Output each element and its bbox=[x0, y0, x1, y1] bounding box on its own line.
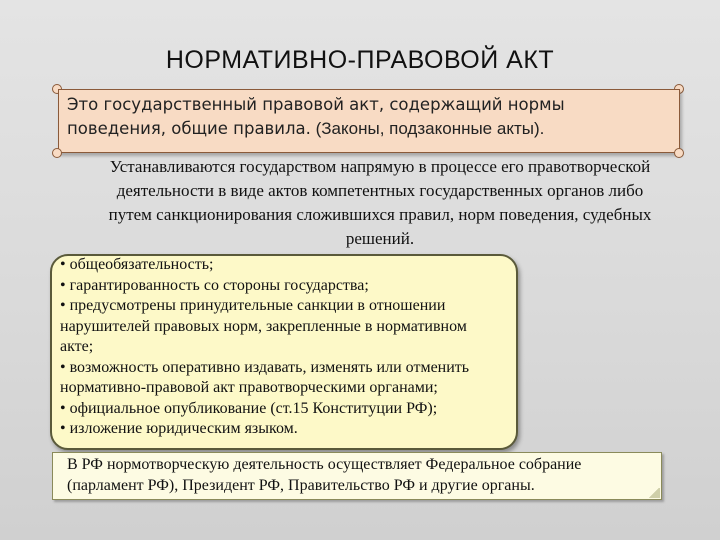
establishment-line-1: Устанавливаются государством напрямую в процессе его правотворческой bbox=[109, 157, 651, 176]
feature-line: • предусмотрены принудительные санкции в отношении bbox=[60, 297, 446, 314]
feature-line: акте; bbox=[60, 338, 94, 355]
establishment-text bbox=[50, 155, 710, 251]
features-list bbox=[60, 255, 530, 440]
establishment-line-2: деятельности в виде актов компетентных государственных органов либо bbox=[116, 181, 644, 200]
feature-line: нормативно-правовой акт правотворческими органами; bbox=[60, 379, 438, 396]
establishment-line-4: решений. bbox=[345, 229, 415, 248]
bottom-note-line-2: (парламент РФ), Президент РФ, Правительство РФ и другие органы. bbox=[67, 477, 535, 494]
definition-line-2-b: (Законы, подзаконные акты). bbox=[310, 119, 545, 138]
definition-line-2 bbox=[67, 117, 671, 141]
definition-line-2-a: поведения, общие правила. bbox=[67, 119, 311, 138]
feature-line: • общеобязательность; bbox=[60, 256, 214, 273]
feature-line: нарушителей правовых норм, закрепленные в нормативном bbox=[60, 317, 467, 335]
definition-box bbox=[58, 89, 680, 153]
slide-title: НОРМАТИВНО-ПРАВОВОЙ АКТ bbox=[165, 46, 555, 74]
establishment-line-3: путем санкционирования сложившихся правил, норм поведения, судебных bbox=[108, 205, 652, 224]
definition-line-1: Это государственный правовой акт, содержащий нормы bbox=[67, 95, 565, 114]
bottom-note bbox=[52, 452, 662, 500]
feature-line: • гарантированность со стороны государства; bbox=[60, 276, 369, 294]
feature-line: • возможность оперативно издавать, изменять или отменить bbox=[60, 358, 470, 376]
feature-line: • изложение юридическим языком. bbox=[60, 420, 298, 437]
page-fold-corner bbox=[648, 488, 660, 498]
feature-line: • официальное опубликование (ст.15 Конституции РФ); bbox=[60, 399, 438, 417]
bottom-note-line-1: В РФ нормотворческую деятельность осуществляет Федеральное собрание bbox=[67, 456, 582, 473]
